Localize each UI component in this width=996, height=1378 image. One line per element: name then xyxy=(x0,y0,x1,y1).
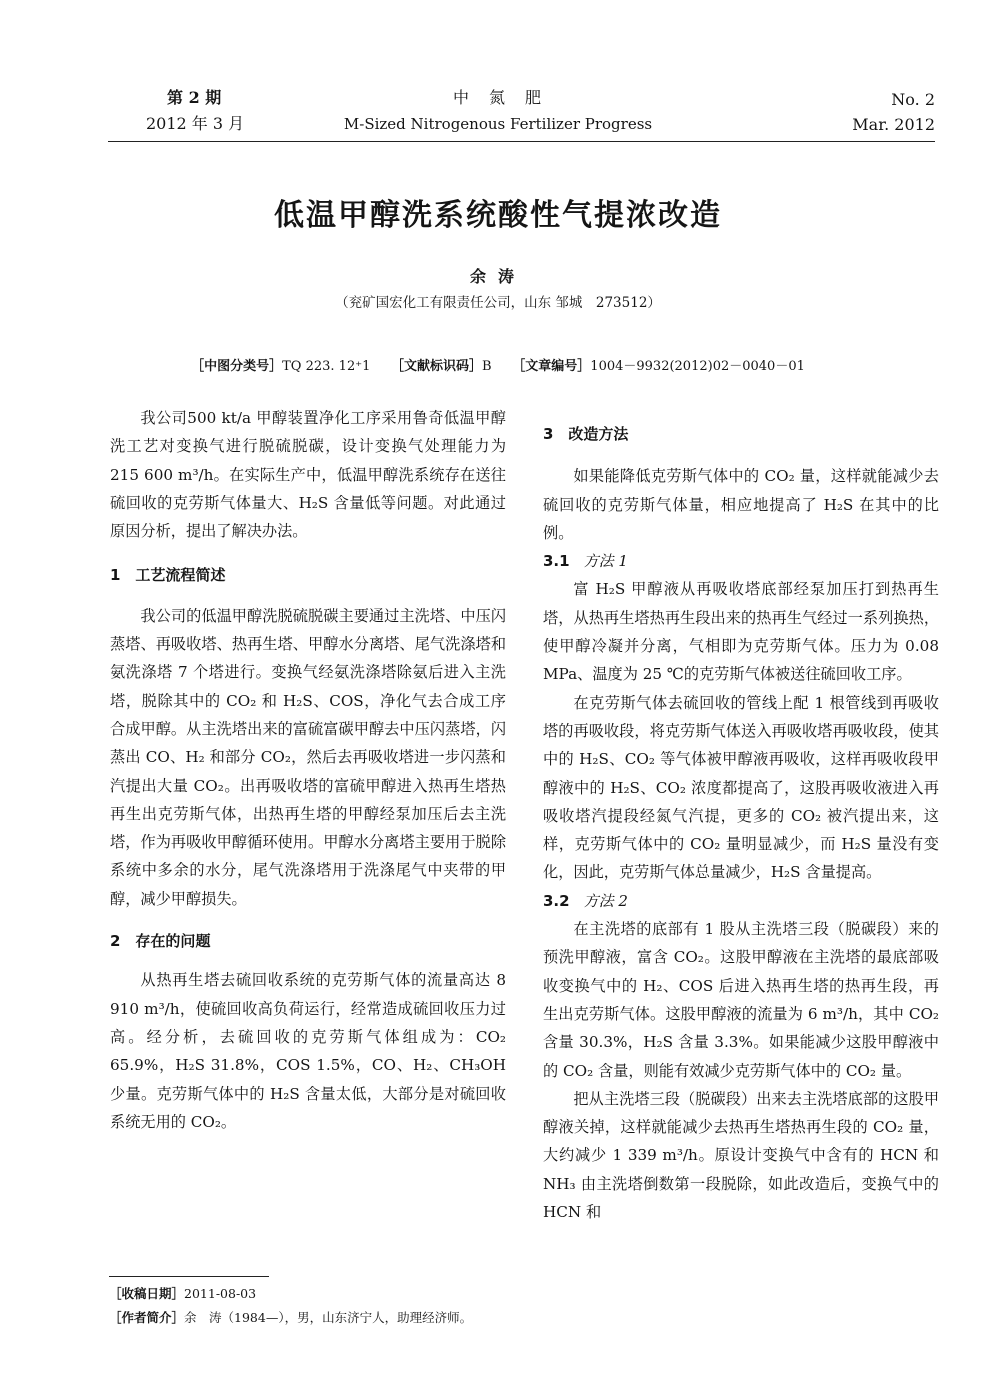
clc-value: TQ 223. 12⁺1 xyxy=(282,359,371,374)
left-column xyxy=(110,404,506,1136)
section-2-paragraph: 从热再生塔去硫回收系统的克劳斯气体的流量高达 8 910 m³/h，使硫回收高负荷运行，经常造成硫回收压力过高。经分析，去硫回收的克劳斯气体组成为：CO₂ 65.9%，H₂S 31.8%，COS 1.5%，CO、H₂、CH₃OH 少量。克劳斯气体中的 H₂S 含量太低，大部分是对硫回收系统无用的 CO₂。 xyxy=(110,971,506,1131)
method-1-heading xyxy=(543,547,939,575)
section-3-heading: 3 改造方法 xyxy=(543,425,629,443)
right-column xyxy=(543,420,939,1226)
doc-code-label: ［文献标识码］ xyxy=(391,359,483,374)
method-2-paragraph-1: 在主洗塔的底部有 1 股从主洗塔三段（脱碳段）来的预洗甲醇液，富含 CO₂。这股甲醇液在主洗塔的最底部吸收变换气中的 H₂、COS 后进入热再生塔的热再生段，再生出克劳斯气体。这股甲醇液的流量为 6 m³/h，其中 CO₂ 含量 30.3%，H₂S 含量 3.3%。如果能减少这股甲醇液中的 CO₂ 含量，则能有效减少克劳斯气体中的 CO₂ 量。 xyxy=(543,920,939,1080)
classification-line xyxy=(0,355,996,374)
method-1-name: 方法 1 xyxy=(583,552,628,571)
method-2-heading xyxy=(543,887,939,915)
method-1-paragraph-1: 富 H₂S 甲醇液从再吸收塔底部经泵加压打到热再生塔，从热再生塔热再生段出来的热再生气经过一系列换热，使甲醇冷凝并分离，气相即为克劳斯气体。压力为 0.08 MPa、温度为 25 ℃的克劳斯气体被送往硫回收工序。 xyxy=(543,580,939,684)
section-2-heading: 2 存在的问题 xyxy=(110,932,211,951)
header-date-en: Mar. 2012 xyxy=(852,115,935,134)
article-affiliation: （兖矿国宏化工有限责任公司，山东 邹城 273512） xyxy=(335,295,661,311)
method-2-number: 3.2 xyxy=(543,891,570,910)
header-journal-cn: 中 氮 肥 xyxy=(452,88,543,107)
header-rule xyxy=(108,141,935,142)
article-title: 低温甲醇洗系统酸性气提浓改造 xyxy=(274,198,722,233)
received-date: 2011-08-03 xyxy=(184,1286,257,1301)
method-1-number: 3.1 xyxy=(543,552,570,571)
method-2-paragraph-2: 把从主洗塔三段（脱碳段）出来去主洗塔底部的这股甲醇液关掉，这样就能减少去热再生塔热再生段的 CO₂ 量，大约减少 1 339 m³/h。原设计变换气中含有的 HCN 和 NH₃ 由主洗塔倒数第一段脱除，如此改造后，变换气中的 HCN 和 xyxy=(543,1089,939,1222)
article-number-value: 1004－9932(2012)02－0040－01 xyxy=(590,359,805,374)
section-1-paragraph: 我公司的低温甲醇洗脱硫脱碳主要通过主洗塔、中压闪蒸塔、再吸收塔、热再生塔、甲醇水分离塔、尾气洗涤塔和氨洗涤塔 7 个塔进行。变换气经氨洗涤塔除氨后进入主洗塔，脱除其中的 CO₂ 和 H₂S、COS，净化气去合成工序合成甲醇。从主洗塔出来的富硫富碳甲醇去中压闪蒸塔，闪蒸出 CO、H₂ 和部分 CO₂，然后去再吸收塔进一步闪蒸和汽提出大量 CO₂。出再吸收塔的富硫甲醇进入热再生塔热再生出克劳斯气体，出热再生塔的甲醇经泵加压后去主洗塔，作为再吸收甲醇循环使用。甲醇水分离塔主要用于脱除系统中多余的水分，尾气洗涤塔用于洗涤尾气中夹带的甲醇，减少甲醇损失。 xyxy=(110,606,506,908)
header-journal-en: M-Sized Nitrogenous Fertilizer Progress xyxy=(343,115,653,133)
footnote-received xyxy=(109,1283,509,1304)
header-issue-en: No. 2 xyxy=(891,90,935,109)
footnote-rule xyxy=(109,1276,269,1277)
header-date-cn: 2012 年 3 月 xyxy=(146,114,245,133)
article-author: 余涛 xyxy=(469,267,526,286)
method-1-paragraph-2: 在克劳斯气体去硫回收的管线上配 1 根管线到再吸收塔的再吸收段，将克劳斯气体送入再吸收塔再吸收段，使其中的 H₂S、CO₂ 等气体被甲醇液再吸收，这样再吸收段甲醇液中的 H₂S、CO₂ 浓度都提高了，这股再吸收液进入再吸收塔汽提段经氮气汽提，更多的 CO₂ 被汽提出来，这样，克劳斯气体中的 CO₂ 量明显减少，而 H₂S 量没有变化，因此，克劳斯气体总量减少，H₂S 含量提高。 xyxy=(543,693,939,882)
article-number-label: ［文章编号］ xyxy=(512,359,591,374)
section-3-paragraph: 如果能降低克劳斯气体中的 CO₂ 量，这样就能减少去硫回收的克劳斯气体量，相应地提高了 H₂S 在其中的比例。 xyxy=(543,467,939,542)
intro-paragraph: 我公司500 kt/a 甲醇装置净化工序采用鲁奇低温甲醇洗工艺对变换气进行脱硫脱碳，设计变换气处理能力为 215 600 m³/h。在实际生产中，低温甲醇洗系统存在送往硫回收的克劳斯气体量大、H₂S 含量低等问题。对此通过原因分析，提出了解决办法。 xyxy=(110,409,506,541)
bio-text: 余 涛（1984—），男，山东济宁人，助理经济师。 xyxy=(184,1310,473,1325)
received-label: ［收稿日期］ xyxy=(109,1286,185,1301)
doc-code-value: B xyxy=(482,359,492,374)
section-1-heading: 1 工艺流程简述 xyxy=(110,566,226,585)
footnote-author-bio xyxy=(109,1307,509,1328)
clc-label: ［中图分类号］ xyxy=(191,359,283,374)
bio-label: ［作者简介］ xyxy=(109,1310,185,1325)
header-issue-cn: 第 2 期 xyxy=(167,88,222,107)
method-2-name: 方法 2 xyxy=(583,891,628,910)
